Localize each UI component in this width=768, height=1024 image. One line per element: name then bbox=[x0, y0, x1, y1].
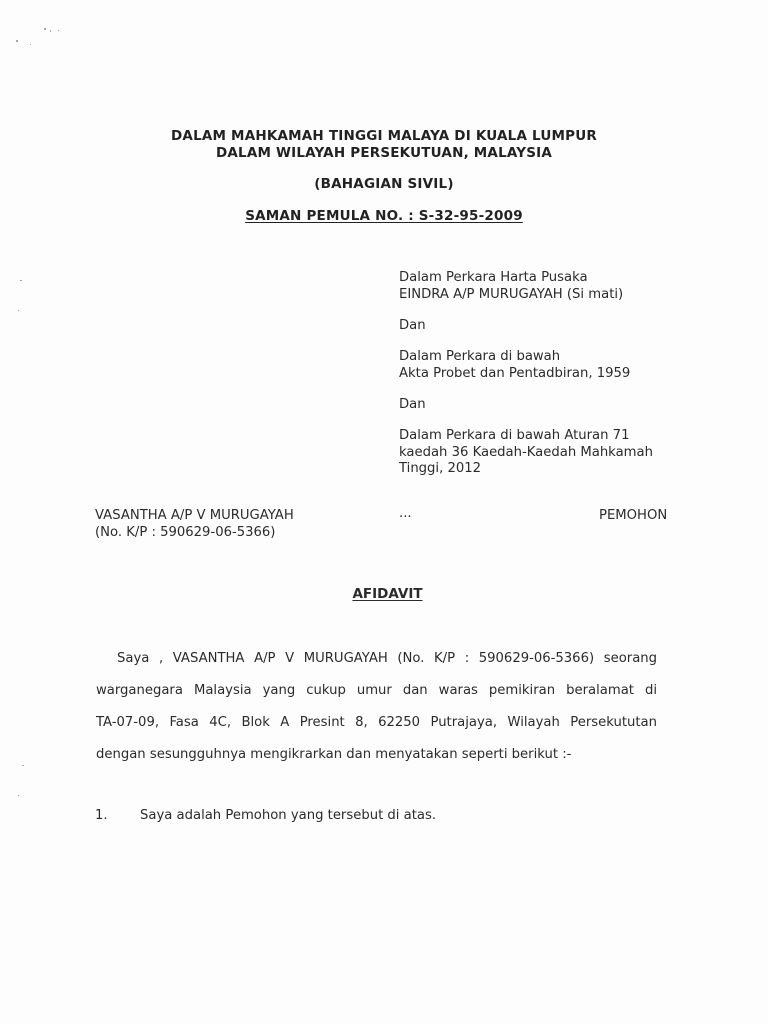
party-name: VASANTHA A/P V MURUGAYAH bbox=[95, 508, 294, 523]
matter-conjunction bbox=[399, 318, 699, 335]
paragraph-text: Saya adalah Pemohon yang tersebut di atas. bbox=[140, 808, 437, 823]
matter-line: Akta Probet dan Pentadbiran, 1959 bbox=[399, 365, 631, 381]
matter-line: EINDRA A/P MURUGAYAH (Si mati) bbox=[399, 286, 624, 302]
matter-line: Dan bbox=[399, 397, 426, 412]
party-block bbox=[95, 508, 294, 541]
scan-speck bbox=[30, 44, 31, 45]
matter-line: Tinggi, 2012 bbox=[399, 461, 482, 476]
matter-item bbox=[399, 428, 699, 478]
document-title: AFIDAVIT bbox=[352, 586, 423, 602]
matter-item bbox=[399, 270, 699, 303]
scan-speck bbox=[16, 40, 18, 42]
court-jurisdiction-line: DALAM WILAYAH PERSEKUTUAN, MALAYSIA bbox=[215, 145, 553, 161]
scan-speck bbox=[58, 30, 59, 31]
case-number: SAMAN PEMULA NO. : S-32-95-2009 bbox=[245, 208, 523, 224]
matter-line: Dalam Perkara Harta Pusaka bbox=[399, 270, 588, 285]
matter-line: kaedah 36 Kaedah-Kaedah Mahkamah bbox=[399, 444, 653, 460]
party-role: PEMOHON bbox=[599, 508, 668, 523]
scan-speck bbox=[22, 765, 24, 766]
case-number-wrap bbox=[0, 208, 768, 224]
intro-line: Saya , VASANTHA A/P V MURUGAYAH (No. K/P : 590629-06-5366) seorang bbox=[117, 651, 657, 666]
scan-speck bbox=[18, 310, 19, 311]
intro-line: TA-07-09, Fasa 4C, Blok A Presint 8, 62250 Putrajaya, Wilayah Persekututan bbox=[96, 715, 657, 730]
scan-speck bbox=[44, 28, 46, 30]
scan-speck bbox=[18, 795, 19, 796]
intro-line: dengan sesungguhnya mengikrarkan dan menyatakan seperti berikut :- bbox=[96, 747, 572, 762]
scan-speck bbox=[20, 280, 22, 281]
party-ic: (No. K/P : 590629-06-5366) bbox=[95, 524, 276, 540]
matter-conjunction bbox=[399, 397, 699, 414]
scan-speck bbox=[50, 30, 51, 32]
matter-line: Dalam Perkara di bawah Aturan 71 bbox=[399, 428, 630, 443]
matter-line: Dan bbox=[399, 318, 426, 333]
paragraph-number: 1. bbox=[95, 808, 108, 823]
court-division: (BAHAGIAN SIVIL) bbox=[314, 176, 454, 192]
matter-line: Dalam Perkara di bawah bbox=[399, 349, 561, 364]
matter-item bbox=[399, 349, 699, 382]
intro-line: warganegara Malaysia yang cukup umur dan waras pemikiran beralamat di bbox=[96, 683, 657, 698]
court-name-line: DALAM MAHKAMAH TINGGI MALAYA DI KUALA LUMPUR bbox=[171, 128, 597, 144]
party-separator: ... bbox=[399, 506, 412, 521]
